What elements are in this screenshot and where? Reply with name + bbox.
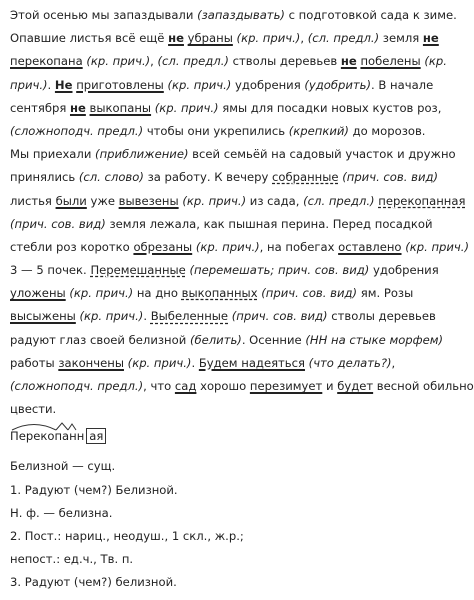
particle-ne: не — [168, 31, 184, 46]
participle-word: Перемешанные — [90, 263, 186, 278]
text-run: и — [322, 379, 338, 393]
note-italic: (сл. слово) — [78, 170, 144, 185]
participle-word: Выбеленные — [150, 309, 229, 324]
text-run: сентября — [10, 100, 70, 115]
analysis-line: Н. ф. — белизна. — [10, 505, 113, 520]
text-run: хорошо — [196, 379, 250, 393]
text-run: работы — [10, 355, 59, 370]
note-italic: (сложноподч. предл.) — [10, 379, 144, 393]
participle-word: собранные — [272, 170, 339, 185]
predicate-word: закончены — [58, 355, 124, 370]
note-italic: (кр. прич.) — [405, 239, 469, 254]
text-line — [10, 50, 447, 73]
note-italic: (запаздывать) — [197, 8, 285, 22]
text-run: с подготовкой сада к зиме. — [284, 8, 457, 22]
text-line — [10, 236, 469, 259]
morpheme-root-text: Перекопанн — [10, 429, 85, 444]
text-run: на дно — [133, 286, 182, 301]
predicate-word: вывезены — [118, 193, 179, 208]
predicate-word: убраны — [187, 31, 233, 46]
text-line — [10, 329, 444, 352]
subject-word: сад — [174, 379, 197, 393]
text-line — [10, 120, 444, 143]
particle-ne: Не — [54, 77, 73, 92]
morpheme-analysis — [10, 427, 444, 451]
text-line — [10, 282, 444, 305]
text-run: Мы приехали — [10, 147, 96, 162]
text-line — [10, 213, 444, 236]
text-run: листья — [10, 193, 56, 208]
note-italic: (что делать?) — [308, 355, 392, 370]
text-run: 3 — 5 почек. — [10, 263, 91, 278]
text-line — [10, 305, 444, 328]
analysis-line: Белизной — сущ. — [10, 459, 116, 474]
text-run: ямы для посадки новых кустов роз, — [218, 100, 442, 115]
text-run: . В начале — [371, 77, 434, 92]
text-run: , — [300, 31, 308, 46]
text-run: из сада, — [246, 193, 304, 208]
note-italic: (сл. предл.) — [303, 193, 375, 208]
text-run: земля лежала, как пышная перина. Перед посадкой — [105, 216, 433, 231]
text-run: весной обильно — [373, 379, 474, 393]
note-italic: (белить) — [189, 332, 242, 347]
note-italic: (кр. прич.) — [127, 355, 192, 370]
root-arc-icon — [10, 421, 82, 431]
analysis-line: 3. Радуют (чем?) белизной. — [10, 575, 177, 590]
text-run: , что — [143, 379, 175, 393]
word-analysis — [10, 455, 444, 594]
text-line — [10, 74, 444, 97]
note-italic: (кр. прич.) — [182, 193, 247, 208]
text-run: удобрения — [231, 77, 305, 92]
predicate-word: оставлено — [338, 239, 402, 254]
note-italic: прич.) — [10, 77, 48, 92]
morpheme-root — [10, 427, 84, 443]
particle-ne: не — [340, 54, 357, 69]
text-run: принялись — [10, 170, 79, 185]
text-run: ям. Розы — [357, 286, 414, 301]
note-italic: (сложноподч. предл.) — [10, 123, 144, 138]
note-italic: (кр. прич.) — [195, 239, 260, 254]
text-run: цвести. — [10, 402, 57, 417]
text-line — [10, 143, 456, 166]
predicate-word: будет — [337, 379, 374, 393]
predicate-word: побелены — [360, 54, 421, 69]
text-run: стволы деревьев — [228, 54, 341, 69]
text-run: , — [391, 355, 396, 370]
note-italic: (кр. — [424, 54, 447, 69]
text-run: чтобы они укрепились — [143, 123, 289, 138]
text-line — [10, 166, 444, 189]
text-run: уже — [86, 193, 119, 208]
predicate-word: Будем надеяться — [198, 355, 305, 370]
exercise-text — [10, 4, 474, 421]
text-line — [10, 398, 444, 421]
text-run: земля — [379, 31, 423, 46]
note-italic: (кр. прич.) — [86, 54, 151, 69]
note-italic: (прич. сов. вид) — [231, 309, 328, 324]
note-italic: (удобрить) — [304, 77, 372, 92]
predicate-word: высыжены — [10, 309, 76, 324]
note-italic: (крепкий) — [288, 123, 349, 138]
text-line — [10, 190, 466, 213]
text-run: . — [191, 355, 199, 370]
text-line — [10, 352, 444, 375]
note-italic: (перемешать; прич. сов. вид) — [189, 263, 370, 278]
predicate-word: уложены — [10, 286, 66, 301]
note-italic: (кр. прич.) — [154, 100, 219, 115]
predicate-word: перезимует — [249, 379, 323, 393]
note-italic: (кр. прич.) — [69, 286, 134, 301]
text-line — [10, 4, 457, 27]
predicate-word: перекопана — [10, 54, 83, 69]
text-line — [10, 97, 444, 120]
text-line — [10, 375, 474, 398]
note-italic: (прич. сов. вид) — [10, 216, 106, 231]
note-italic: (прич. сов. вид) — [342, 170, 439, 185]
note-italic: (сл. предл.) — [157, 54, 229, 69]
text-run: . Осенние — [241, 332, 306, 347]
text-run: за работу. К вечеру — [143, 170, 272, 185]
text-run: до морозов. — [348, 123, 426, 138]
text-run: стебли роз коротко — [10, 239, 134, 254]
note-italic: (прич. сов. вид) — [261, 286, 358, 301]
note-italic: (приближение) — [95, 147, 189, 162]
predicate-word: выкопаны — [89, 100, 152, 115]
predicate-word: обрезаны — [133, 239, 193, 254]
analysis-line: 1. Радуют (чем?) Белизной. — [10, 482, 178, 497]
morpheme-ending: ая — [86, 428, 106, 444]
note-italic: (сл. предл.) — [307, 31, 380, 46]
text-run: . — [47, 77, 55, 92]
text-run: Опавшие листья всё ещё — [10, 31, 169, 46]
participle-word: выкопанных — [181, 286, 258, 301]
text-run: стволы деревьев — [327, 309, 436, 324]
predicate-word: приготовлены — [76, 77, 164, 92]
note-italic: (кр. прич.) — [167, 77, 232, 92]
text-run: радуют глаз своей белизной — [10, 332, 190, 347]
particle-ne: не — [422, 31, 439, 46]
analysis-line: 2. Пост.: нариц., неодуш., 1 скл., ж.р.; — [10, 528, 244, 543]
predicate-word: были — [55, 193, 87, 208]
text-run: . — [143, 309, 151, 324]
particle-ne: не — [69, 100, 86, 115]
text-run: , на побегах — [259, 239, 339, 254]
text-run: всей семьёй на садовый участок и дружно — [188, 147, 456, 162]
note-italic: (кр. прич.) — [236, 31, 301, 46]
text-run: , — [150, 54, 158, 69]
text-run: Этой осенью мы запаздывали — [10, 8, 198, 22]
text-run: удобрения — [369, 263, 439, 278]
analysis-line: непост.: ед.ч., Тв. п. — [10, 552, 134, 567]
text-line — [10, 27, 444, 50]
note-italic: (НН на стыке морфем) — [305, 332, 443, 347]
participle-word: перекопанная — [378, 193, 466, 208]
note-italic: (кр. прич.) — [79, 309, 144, 324]
text-line — [10, 259, 444, 282]
